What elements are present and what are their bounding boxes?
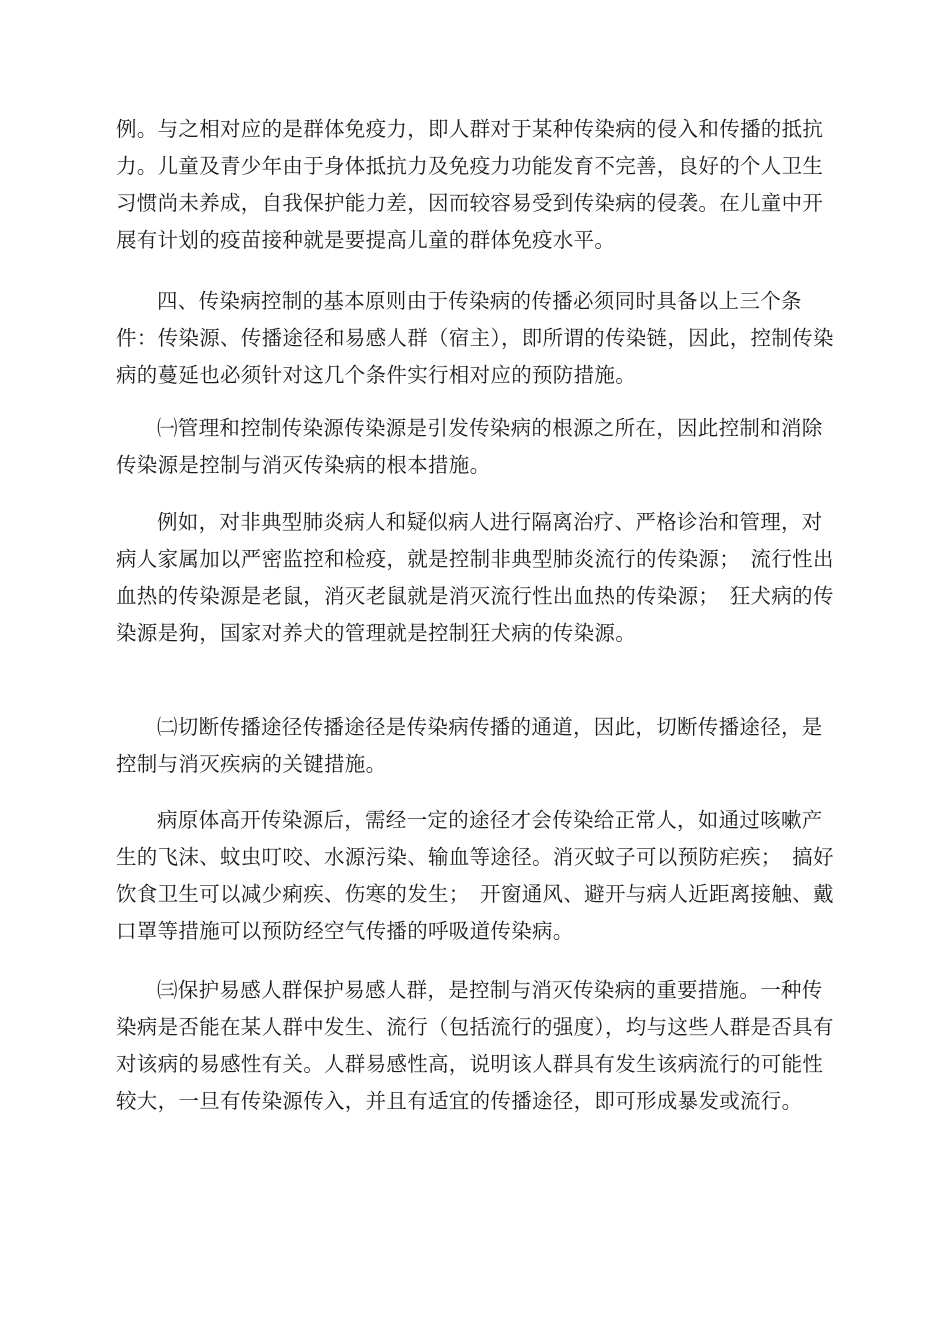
paragraph-herd-immunity: 例。与之相对应的是群体免疫力，即人群对于某种传染病的侵入和传播的抵抗力。儿童及青少年由于身体抵抗力及免疫力功能发育不完善，良好的个人卫生习惯尚未养成，自我保护能力差，因而较容易受到传染病的侵袭。在儿童中开展有计划的疫苗接种就是要提高儿童的群体免疫水平。 (116, 117, 824, 252)
paragraph-control-principles: 四、传染病控制的基本原则由于传染病的传播必须同时具备以上三个条件：传染源、传播途径和易感人群（宿主），即所谓的传染链，因此，控制传染病的蔓延也必须针对这几个条件实行相对应的预防措施。 (116, 289, 834, 387)
paragraph-source-examples: 例如，对非典型肺炎病人和疑似病人进行隔离治疗、严格诊治和管理，对病人家属加以严密监控和检疫，就是控制非典型肺炎流行的传染源； 流行性出血热的传染源是老鼠，消灭老鼠就是消灭流行性出血热的传染源； 狂犬病的传染源是狗，国家对养犬的管理就是控制狂犬病的传染源。 (116, 510, 834, 645)
paragraph-manage-source: ㈠管理和控制传染源传染源是引发传染病的根源之所在，因此控制和消除传染源是控制与消灭传染病的根本措施。 (116, 416, 823, 477)
paragraph-cut-transmission: ㈡切断传播途径传播途径是传染病传播的通道，因此，切断传播途径，是控制与消灭疾病的关键措施。 (116, 715, 823, 776)
paragraph-protect-susceptible: ㈢保护易感人群保护易感人群，是控制与消灭传染病的重要措施。一种传染病是否能在某人群中发生、流行（包括流行的强度），均与这些人群是否具有对该病的易感性有关。人群易感性高，说明该人群具有发生该病流行的可能性较大，一旦有传染源传入，并且有适宜的传播途径，即可形成暴发或流行。 (116, 978, 834, 1113)
paragraph-transmission-examples: 病原体高开传染源后，需经一定的途径才会传染给正常人，如通过咳嗽产生的飞沫、蚊虫叮咬、水源污染、输血等途径。消灭蚊子可以预防疟疾； 搞好饮食卫生可以减少痢疾、伤寒的发生； 开窗通风、避开与病人近距离接触、戴口罩等措施可以预防经空气传播的呼吸道传染病。 (116, 808, 834, 943)
